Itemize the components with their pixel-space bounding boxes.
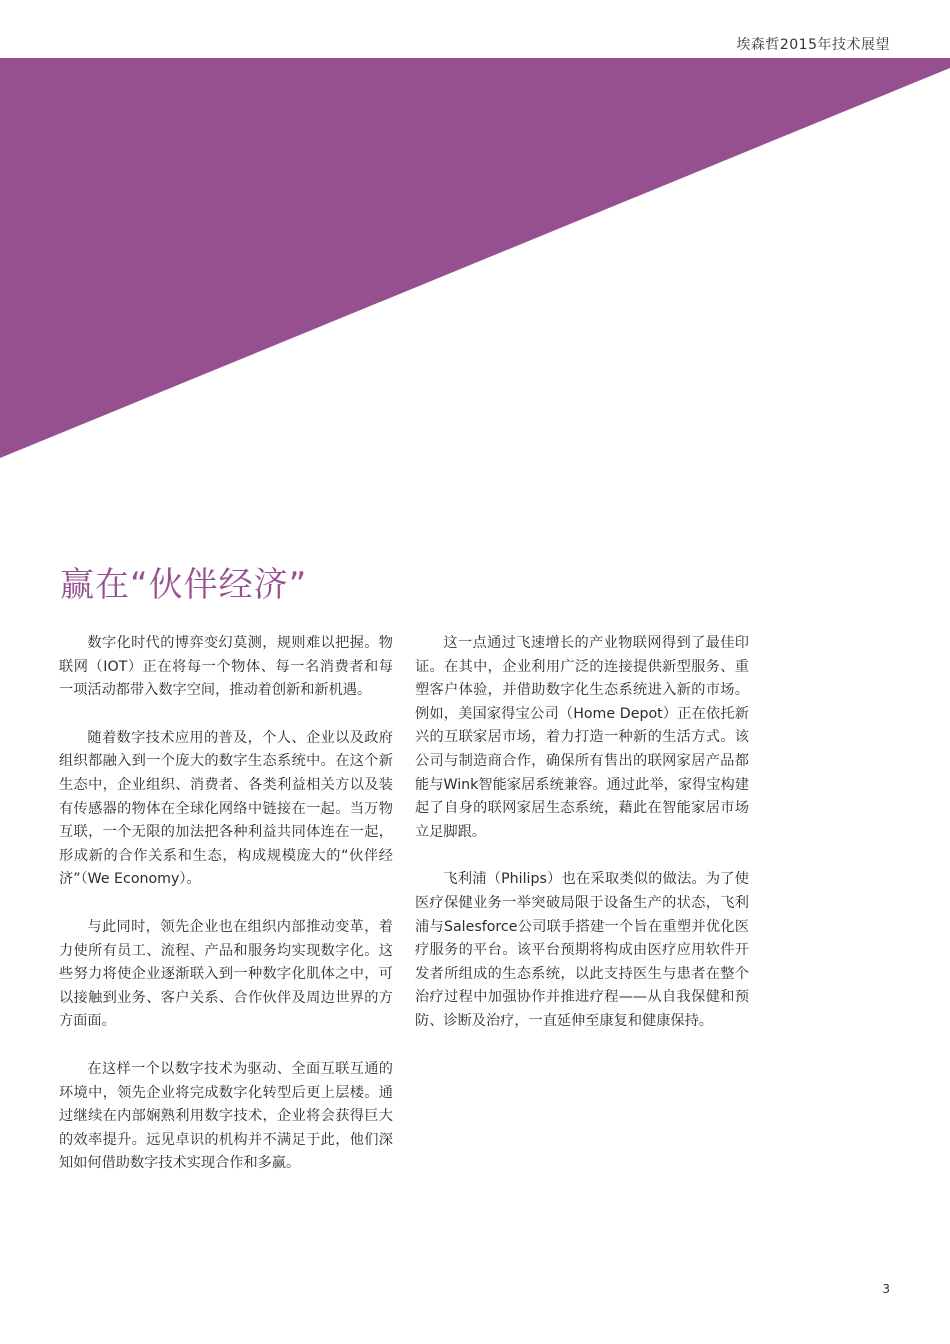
banner-triangle-shape (0, 58, 950, 458)
paragraph: 飞利浦（Philips）也在采取类似的做法。为了使医疗保健业务一举突破局限于设备生产的状态，飞利浦与Salesforce公司联手搭建一个旨在重塑并优化医疗服务的平台。该平台预期将构成由医疗应用软件开发者所组成的生态系统，以此支持医生与患者在整个治疗过程中加强协作并推进疗程——从自我保健和预防、诊断及治疗，一直延伸至康复和健康保持。 (415, 871, 749, 1029)
paragraph: 随着数字技术应用的普及，个人、企业以及政府组织都融入到一个庞大的数字生态系统中。在这个新生态中，企业组织、消费者、各类利益相关方以及装有传感器的物体在全球化网络中链接在一起。当万物互联，一个无限的加法把各种利益共同体连在一起，形成新的合作关系和生态，构成规模庞大的“伙伴经济”（We Economy）。 (59, 729, 393, 888)
article-heading: 赢在“伙伴经济” (60, 565, 308, 605)
left-column (59, 632, 393, 1200)
paragraph: 与此同时，领先企业也在组织内部推动变革，着力使所有员工、流程、产品和服务均实现数字化。这些努力将使企业逐渐联入到一种数字化肌体之中，可以接触到业务、客户关系、合作伙伴及周边世界的方方面面。 (59, 918, 393, 1030)
page-number: 3 (882, 1282, 890, 1296)
paragraph: 这一点通过飞速增长的产业物联网得到了最佳印证。在其中，企业利用广泛的连接提供新型服务、重塑客户体验，并借助数字化生态系统进入新的市场。例如，美国家得宝公司（Home Depot）正在依托新兴的互联家居市场，着力打造一种新的生活方式。该公司与制造商合作，确保所有售出的联网家居产品都能与Wink智能家居系统兼容。通过此举，家得宝构建起了自身的联网家居生态系统，藉此在智能家居市场立足脚跟。 (415, 635, 749, 840)
right-column (415, 632, 749, 1058)
header-title: 埃森哲2015年技术展望 (736, 37, 890, 53)
paragraph: 数字化时代的博弈变幻莫测，规则难以把握。物联网（IOT）正在将每一个物体、每一名消费者和每一项活动都带入数字空间，推动着创新和新机遇。 (59, 635, 393, 699)
paragraph: 在这样一个以数字技术为驱动、全面互联互通的环境中，领先企业将完成数字化转型后更上层楼。通过继续在内部娴熟利用数字技术，企业将会获得巨大的效率提升。远见卓识的机构并不满足于此，他们深知如何借助数字技术实现合作和多赢。 (59, 1060, 393, 1172)
banner-graphic (0, 58, 950, 458)
